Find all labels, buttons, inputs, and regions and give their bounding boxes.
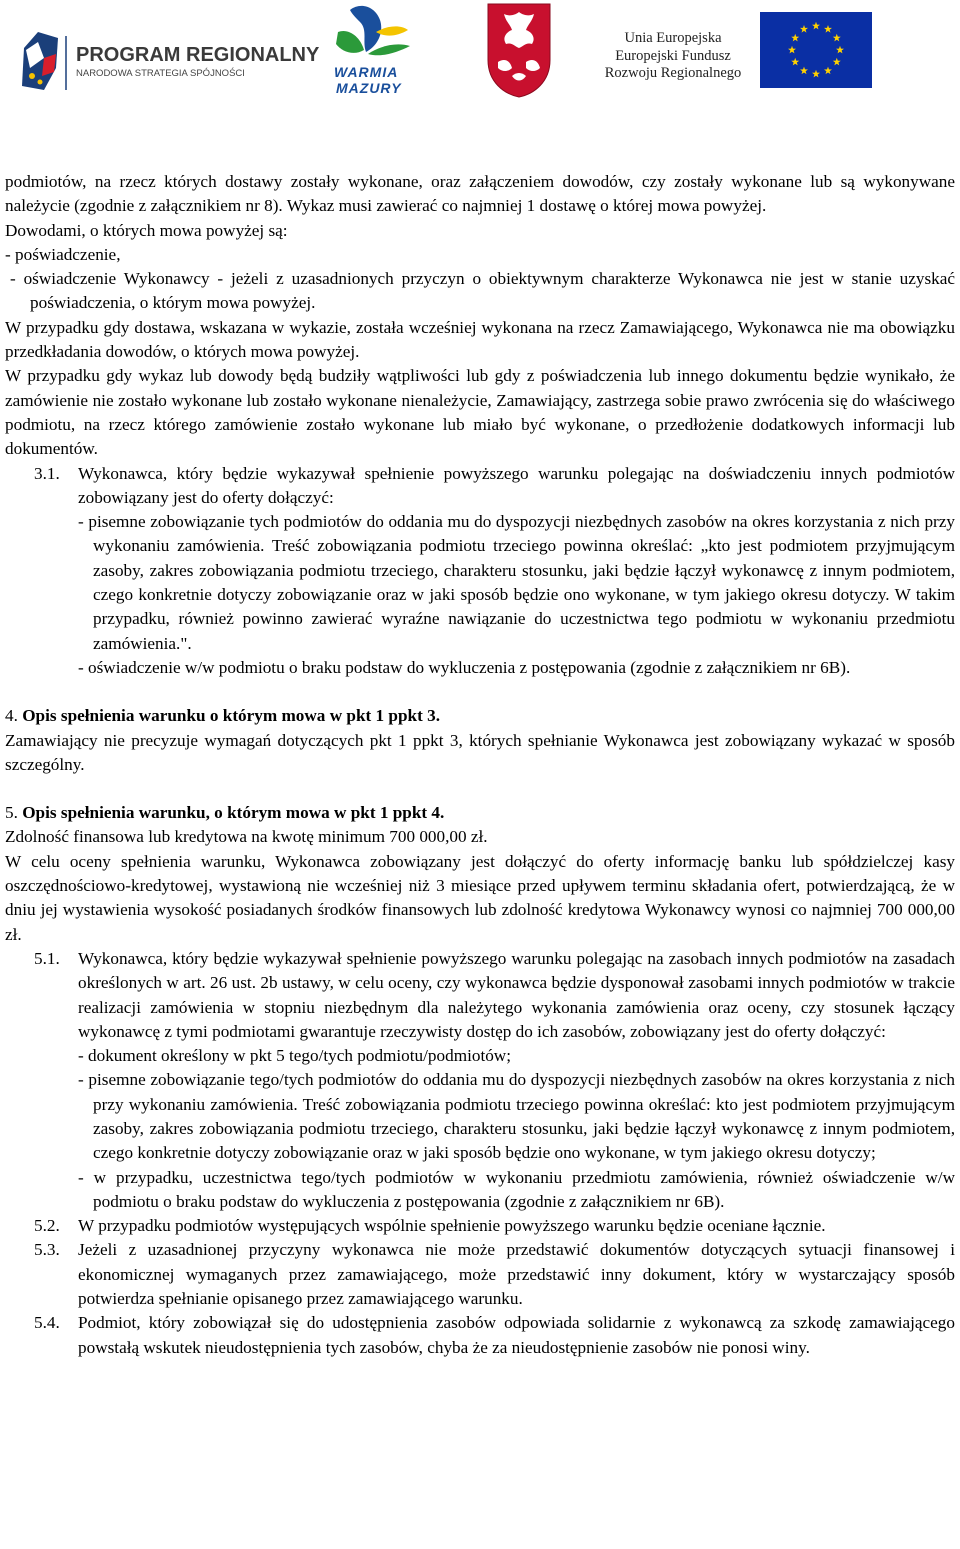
section-5-1-item-1: - dokument określony w pkt 5 tego/tych podmiotu/podmiotów; bbox=[78, 1046, 511, 1066]
coat-of-arms bbox=[486, 2, 552, 98]
mazury-text: MAZURY bbox=[336, 80, 402, 96]
section-4-heading bbox=[5, 704, 955, 728]
eu-line-1: Unia Europejska bbox=[624, 30, 722, 46]
section-5-1-number: 5.1. bbox=[34, 948, 60, 968]
list-item-1: - poświadczenie, bbox=[5, 244, 121, 264]
section-3-1 bbox=[5, 462, 955, 511]
page-header bbox=[0, 0, 960, 112]
section-3-1-text: Wykonawca, który będzie wykazywał spełnienie powyższego warunku polegając na doświadczeniu innych podmiotów zobowiązany jest do oferty dołączyć: bbox=[78, 463, 955, 507]
eu-flag bbox=[760, 12, 872, 88]
spacer bbox=[5, 777, 955, 801]
section-5-1 bbox=[5, 947, 955, 1044]
document-body bbox=[5, 170, 955, 1360]
section-5-3-text: Jeżeli z uzasadnionej przyczyny wykonawca nie może przedstawić dokumentów dotyczących sytuacji finansowej i ekonomicznej wymaganych przez zamawiającego, może przedstawić inny dokument, który w wystarczający sposób potwierdza spełnianie opisanego przez zamawiającego warunku. bbox=[78, 1240, 955, 1309]
eu-flag-icon bbox=[760, 12, 872, 88]
paragraph-2: Dowodami, o których mowa powyżej są: bbox=[5, 220, 288, 240]
section-3-1-item-1: - pisemne zobowiązanie tych podmiotów do oddania mu do dyspozycji niezbędnych zasobów na okres korzystania z nich przy wykonaniu zamówienia. Treść zobowiązania podmiotu trzeciego powinna określać: „kto jest podmiotem przyjmującym zasoby, zakres zobowiązania podmiotu trzeciego, charakteru stosunku, jaki będzie łączył wykonawcę z innym podmiotem, czego konkretnie dotyczy zobowiązanie oraz w jaki sposób będzie ono wykonane, w tym jakiego okresu dotyczy. W takim przypadku, również powinno zawierać wyraźne nawiązanie do uczestnictwa tego podmiotu w wykonaniu przedmiotu zamówienia.". bbox=[78, 512, 955, 653]
section-3-1-number: 3.1. bbox=[34, 463, 60, 483]
section-5-number: 5. bbox=[5, 803, 18, 823]
section-5-3-number: 5.3. bbox=[34, 1240, 60, 1260]
section-5-2 bbox=[5, 1214, 955, 1238]
section-5-1-item-2: - pisemne zobowiązanie tego/tych podmiotów do oddania mu do dyspozycji niezbędnych zasobów na okres korzystania z nich przy wykonaniu zamówienia. Treść zobowiązania podmiotu trzeciego powinna określać: kto jest podmiotem przyjmującym zasoby, zakres zobowiązania podmiotu trzeciego, charakteru stosunku, jaki będzie łączył wykonawcę z innym podmiotem, czego konkretnie dotyczy zobowiązanie oraz w jaki sposób będzie ono wykonane, w tym jakiego okresu dotyczy; bbox=[78, 1070, 955, 1163]
coat-of-arms-icon bbox=[486, 2, 552, 98]
section-3-1-item-2: - oświadczenie w/w podmiotu o braku podstaw do wykluczenia z postępowania (zgodnie z załącznikiem nr 6B). bbox=[78, 657, 851, 677]
warmia-mazury-emblem-icon bbox=[320, 2, 420, 66]
spacer bbox=[5, 680, 955, 704]
section-4-title: Opis spełnienia warunku o którym mowa w pkt 1 ppkt 3. bbox=[22, 706, 441, 726]
warmia-mazury-logo bbox=[320, 2, 420, 102]
paragraph-7: W celu oceny spełnienia warunku, Wykonawca zobowiązany jest dołączyć do oferty informację banku lub spółdzielczej kasy oszczędnościowo-kredytowej, wystawioną nie wcześniej niż 3 miesiące przed upływem terminu składania ofert, potwierdzającą, że w dniu jej wystawienia wysokość posiadanych środków finansowych lub zdolność kredytowa Wykonawcy wynosi co najmniej 700 000,00 zł. bbox=[5, 851, 955, 944]
paragraph-1: podmiotów, na rzecz których dostawy zostały wykonane, oraz załączeniem dowodów, czy zostały wykonane lub są wykonywane należycie (zgodnie z załącznikiem nr 8). Wykaz musi zawierać co najmniej 1 dostawę o której mowa powyżej. bbox=[5, 172, 955, 216]
program-regionalny-title: PROGRAM REGIONALNY bbox=[76, 44, 320, 66]
section-5-4-number: 5.4. bbox=[34, 1313, 60, 1333]
section-5-3 bbox=[5, 1238, 955, 1311]
paragraph-6: Zdolność finansowa lub kredytowa na kwotę minimum 700 000,00 zł. bbox=[5, 827, 488, 847]
section-5-1-text: Wykonawca, który będzie wykazywał spełnienie powyższego warunku polegając na zasobach innych podmiotów na zasadach określonych w art. 26 ust. 2b ustawy, w celu oceny, czy wykonawca będzie dysponował zasobami innych podmiotów w trakcie realizacji zamówienia w stopniu niezbędnym dla należytego wykonania zamówienia oraz oceny, czy stosunek łączący wykonawcę z tymi podmiotami gwarantuje rzeczywisty dostęp do ich zasobów, zobowiązany jest do oferty dołączyć: bbox=[78, 948, 955, 1041]
section-5-title: Opis spełnienia warunku, o którym mowa w pkt 1 ppkt 4. bbox=[22, 803, 445, 823]
paragraph-4: W przypadku gdy wykaz lub dowody będą budziły wątpliwości lub gdy z poświadczenia lub innego dokumentu będzie wynikało, że zamówienie nie zostało wykonane lub zostało wykonane nienależycie, Zamawiający, zastrzega sobie prawo zwrócenia się do właściwego podmiotu, na rzecz którego zamówienie zostało wykonane lub miało być wykonane, o przedłożenie dodatkowych informacji lub dokumentów. bbox=[5, 366, 955, 459]
paragraph-5: Zamawiający nie precyzuje wymagań dotyczących pkt 1 ppkt 3, których spełnianie Wykonawca jest zobowiązany wykazać w sposób szczególny. bbox=[5, 730, 955, 774]
section-5-4-text: Podmiot, który zobowiązał się do udostępnienia zasobów odpowiada solidarnie z wykonawcą za szkodę zamawiającego powstałą wskutek nieudostępnienia tych zasobów, chyba że za nieudostępnienie zasobów nie ponosi winy. bbox=[78, 1313, 955, 1357]
paragraph-3: W przypadku gdy dostawa, wskazana w wykazie, została wcześniej wykonana na rzecz Zamawiającego, Wykonawca nie ma obowiązku przedkładania dowodów, o których mowa powyżej. bbox=[5, 317, 955, 362]
section-5-2-number: 5.2. bbox=[34, 1216, 60, 1236]
section-4-number: 4. bbox=[5, 706, 18, 726]
eu-line-2: Europejski Fundusz bbox=[615, 47, 731, 64]
eu-caption bbox=[598, 30, 748, 83]
section-5-2-text: W przypadku podmiotów występujących wspólnie spełnienie powyższego warunku będzie oceniane łącznie. bbox=[78, 1216, 826, 1236]
section-5-1-item-3: - w przypadku, uczestnictwa tego/tych podmiotów w wykonaniu przedmiotu zamówienia, również oświadczenie w/w podmiotu o braku podstaw do wykluczenia z postępowania (zgodnie z załącznikiem nr 6B). bbox=[78, 1167, 955, 1211]
list-item-2: - oświadczenie Wykonawcy - jeżeli z uzasadnionych przyczyn o obiektywnym charakterze Wykonawca nie jest w stanie uzyskać poświadczenia, o którym mowa powyżej. bbox=[10, 269, 955, 313]
warmia-text: WARMIA bbox=[334, 64, 399, 80]
program-regionalny-subtitle: NARODOWA STRATEGIA SPÓJNOŚCI bbox=[76, 68, 245, 79]
eu-line-3: Rozwoju Regionalnego bbox=[604, 65, 742, 81]
section-5-heading bbox=[5, 801, 955, 825]
section-5-4 bbox=[5, 1311, 955, 1360]
program-regionalny-logo bbox=[18, 28, 320, 96]
